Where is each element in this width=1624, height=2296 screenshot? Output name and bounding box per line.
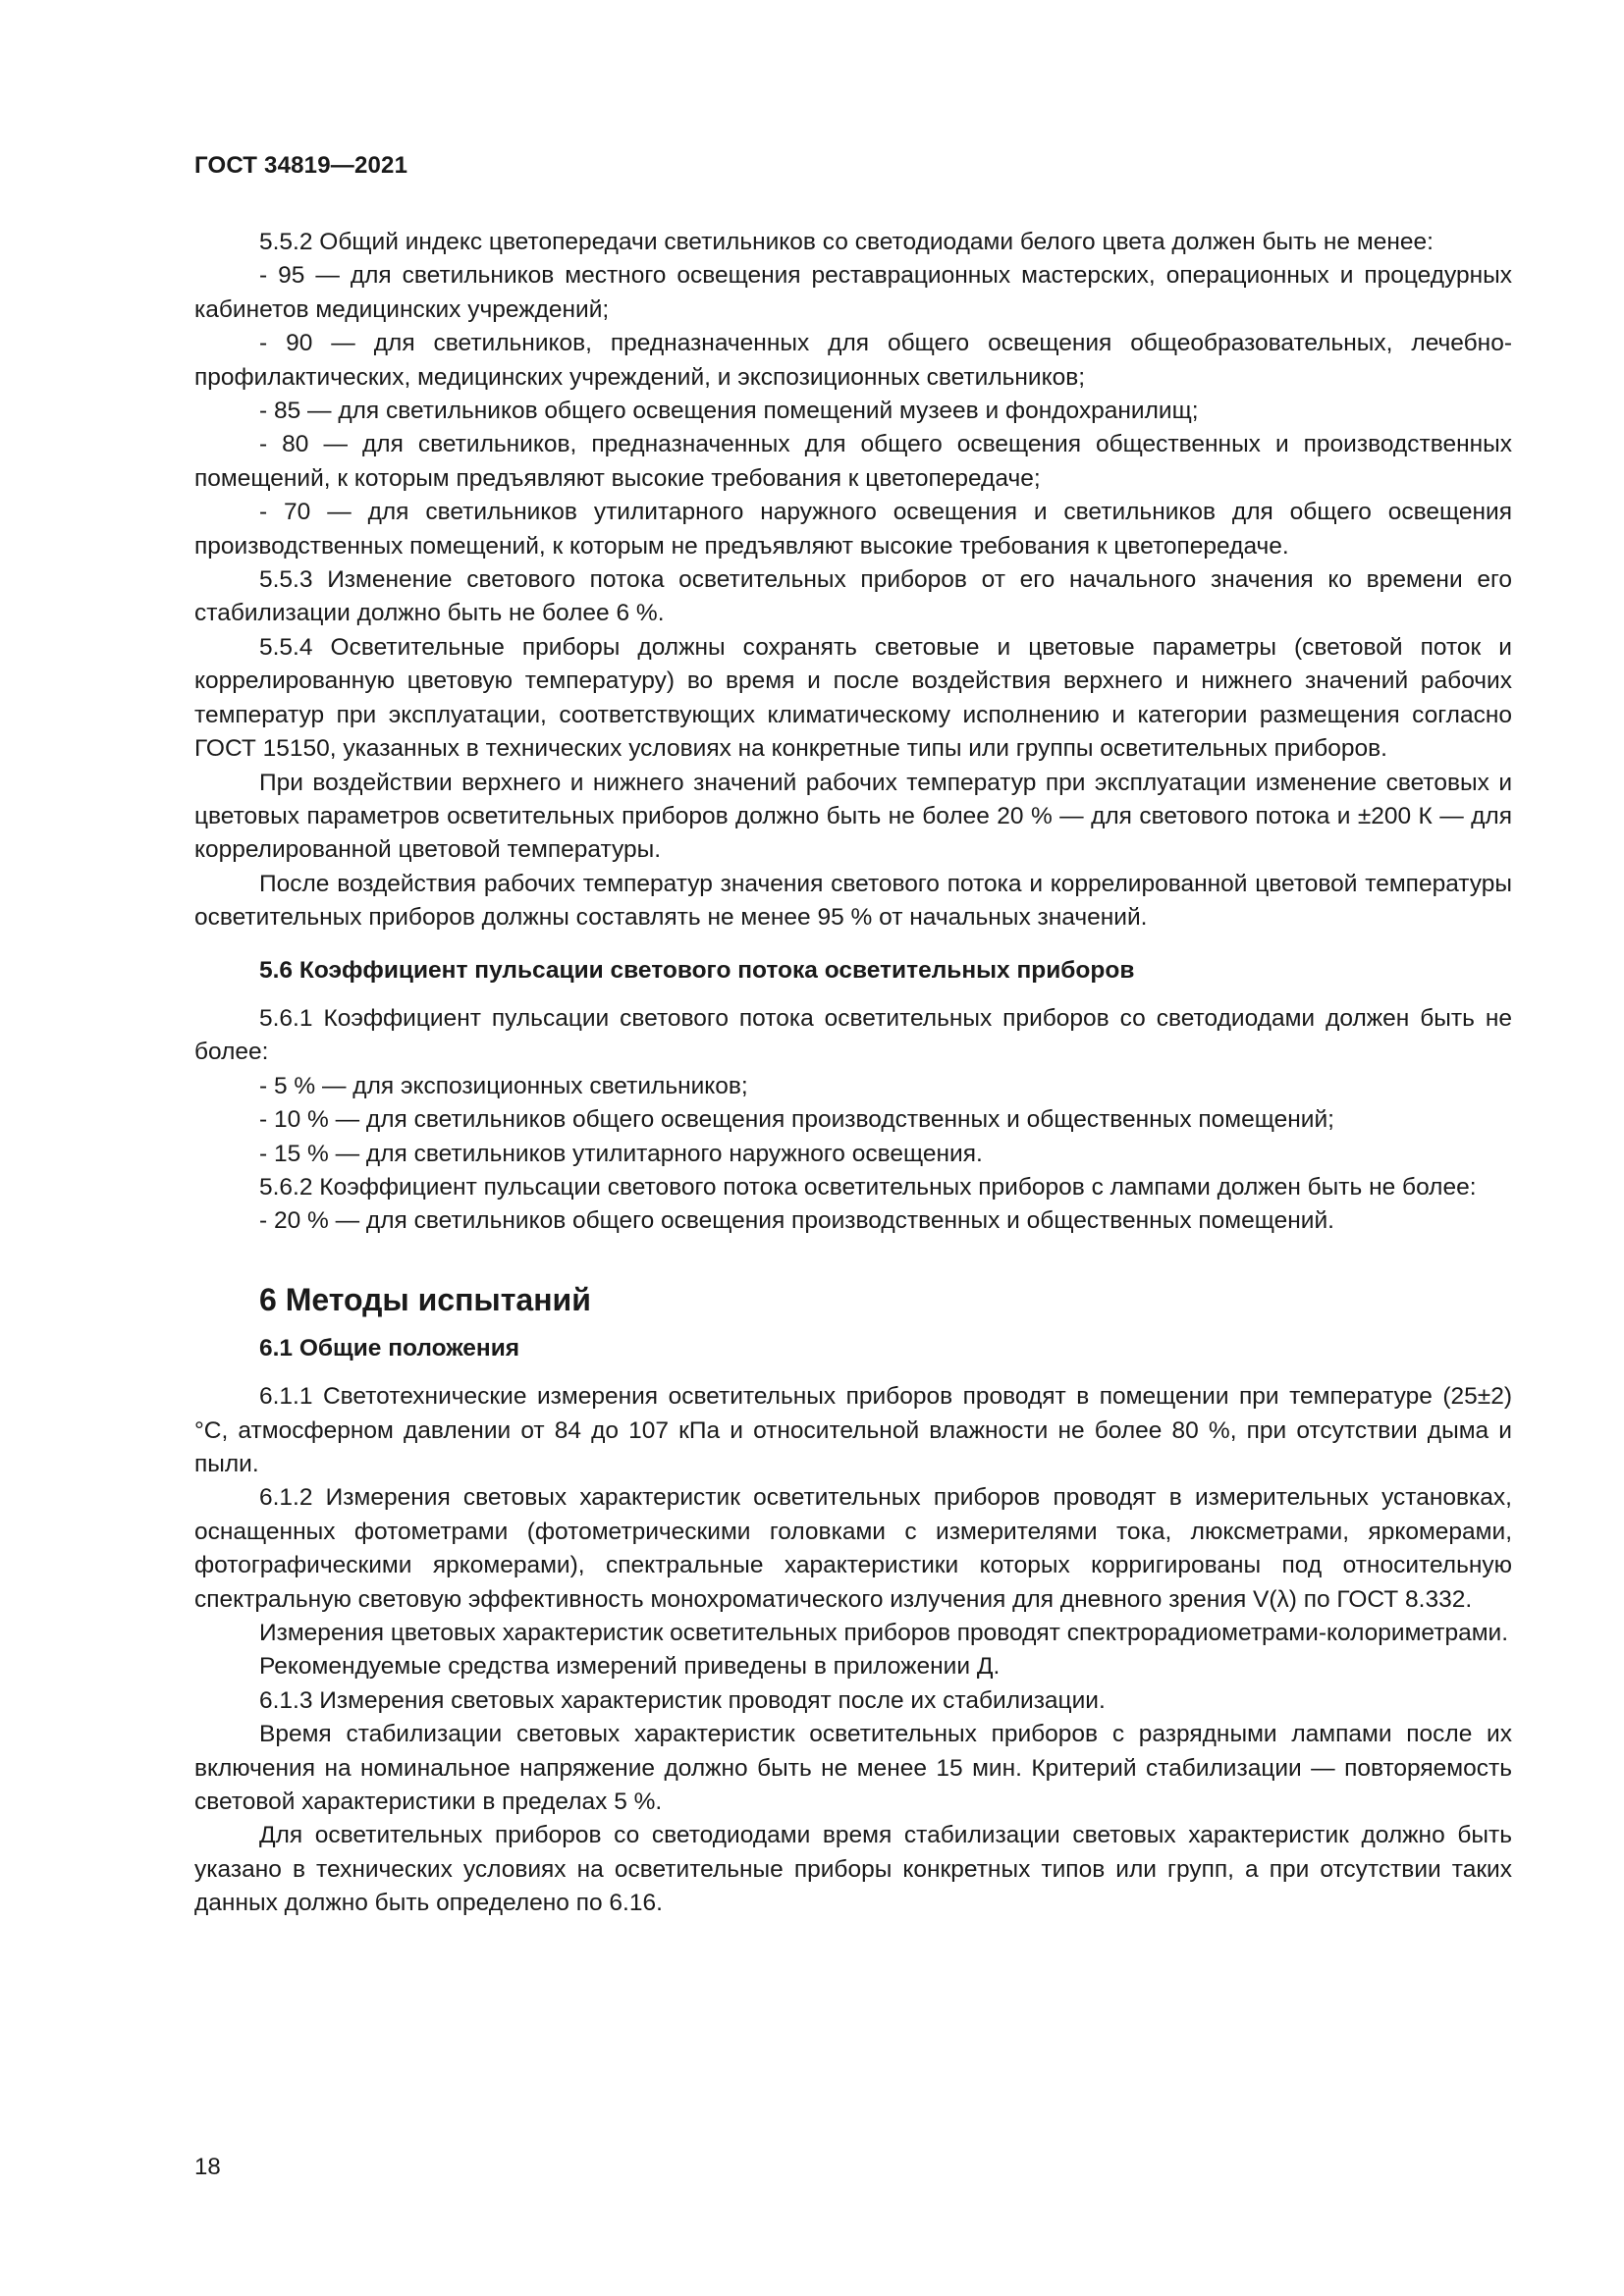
- list-item: - 70 — для светильников утилитарного наружного освещения и светильников для общего освещения производственных помещений, к которым не предъявляют высокие требования к цветопередаче.: [194, 499, 1512, 560]
- page-number: 18: [194, 2154, 221, 2180]
- section-heading-6-1: 6.1 Общие положения: [259, 1334, 520, 1362]
- section-heading-5-6: 5.6 Коэффициент пульсации светового потока осветительных приборов: [259, 956, 1135, 984]
- chapter-heading-6: 6 Методы испытаний: [259, 1281, 591, 1317]
- paragraph-5-5-4: 5.5.4 Осветительные приборы должны сохранять световые и цветовые параметры (световой поток и коррелированную цветовую температуру) во время и после воздействия верхнего и нижнего значений рабочих температур при эксплуатации, соответствующих климатическому исполнению и категории размещения согласно ГОСТ 15150, указанных в технических условиях на конкретные типы или группы осветительных приборов.: [194, 633, 1512, 763]
- list-item: - 85 — для светильников общего освещения помещений музеев и фондохранилищ;: [259, 398, 1199, 425]
- list-item: - 15 % — для светильников утилитарного наружного освещения.: [259, 1140, 983, 1167]
- document-body: [194, 226, 1512, 1921]
- list-item: - 80 — для светильников, предназначенных для общего освещения общественных и производственных помещений, к которым предъявляют высокие требования к цветопередаче;: [194, 431, 1512, 492]
- paragraph: Рекомендуемые средства измерений приведены в приложении Д.: [259, 1653, 1001, 1681]
- paragraph: При воздействии верхнего и нижнего значений рабочих температур при эксплуатации изменение световых и цветовых параметров осветительных приборов должно быть не более 20 % — для светового потока и ±200 К — для коррелированной цветовой температуры.: [194, 769, 1512, 864]
- paragraph: После воздействия рабочих температур значения светового потока и коррелированной цветовой температуры осветительных приборов должны составлять не менее 95 % от начальных значений.: [194, 870, 1512, 932]
- document-header: ГОСТ 34819—2021: [194, 152, 408, 179]
- paragraph-5-5-3: 5.5.3 Изменение светового потока осветительных приборов от его начального значения ко времени его стабилизации должно быть не более 6 %.: [194, 566, 1512, 627]
- list-item: - 20 % — для светильников общего освещения производственных и общественных помещений.: [259, 1207, 1334, 1235]
- paragraph: Для осветительных приборов со светодиодами время стабилизации световых характеристик должно быть указано в технических условиях на осветительные приборы конкретных типов или групп, а при отсутствии таких данных должно быть определено по 6.16.: [194, 1822, 1512, 1917]
- paragraph-5-6-2: 5.6.2 Коэффициент пульсации светового потока осветительных приборов с лампами должен быть не более:: [259, 1173, 1477, 1201]
- paragraph: Время стабилизации световых характеристик осветительных приборов с разрядными лампами после их включения на номинальное напряжение должно быть не менее 15 мин. Критерий стабилизации — повторяемость световой характеристики в пределах 5 %.: [194, 1721, 1512, 1816]
- list-item: - 90 — для светильников, предназначенных для общего освещения общеобразовательных, лечебно-профилактических, медицинских учреждений, и экспозиционных светильников;: [194, 330, 1512, 391]
- list-item: - 10 % — для светильников общего освещения производственных и общественных помещений;: [259, 1106, 1334, 1134]
- paragraph-6-1-1: 6.1.1 Светотехнические измерения осветительных приборов проводят в помещении при температуре (25±2) °С, атмосферном давлении от 84 до 107 кПа и относительной влажности не более 80 %, при отсутствии дыма и пыли.: [194, 1383, 1512, 1477]
- paragraph-6-1-2: 6.1.2 Измерения световых характеристик осветительных приборов проводят в измерительных установках, оснащенных фотометрами (фотометрическими головками с измерителями тока, люксметрами, яркомерами, фотографическими яркомерами), спектральные характеристики которых корригированы под относительную спектральную световую эффективность монохроматического излучения для дневного зрения V(λ) по ГОСТ 8.332.: [194, 1484, 1512, 1613]
- paragraph-6-1-3: 6.1.3 Измерения световых характеристик проводят после их стабилизации.: [259, 1686, 1106, 1714]
- list-item: - 95 — для светильников местного освещения реставрационных мастерских, операционных и процедурных кабинетов медицинских учреждений;: [194, 262, 1512, 323]
- list-item: - 5 % — для экспозиционных светильников;: [259, 1072, 748, 1099]
- paragraph-5-5-2: 5.5.2 Общий индекс цветопередачи светильников со светодиодами белого цвета должен быть не менее:: [259, 229, 1434, 255]
- paragraph: Измерения цветовых характеристик осветительных приборов проводят спектрорадиометрами-колориметрами.: [259, 1620, 1509, 1647]
- paragraph-5-6-1: 5.6.1 Коэффициент пульсации светового потока осветительных приборов со светодиодами должен быть не более:: [194, 1004, 1512, 1066]
